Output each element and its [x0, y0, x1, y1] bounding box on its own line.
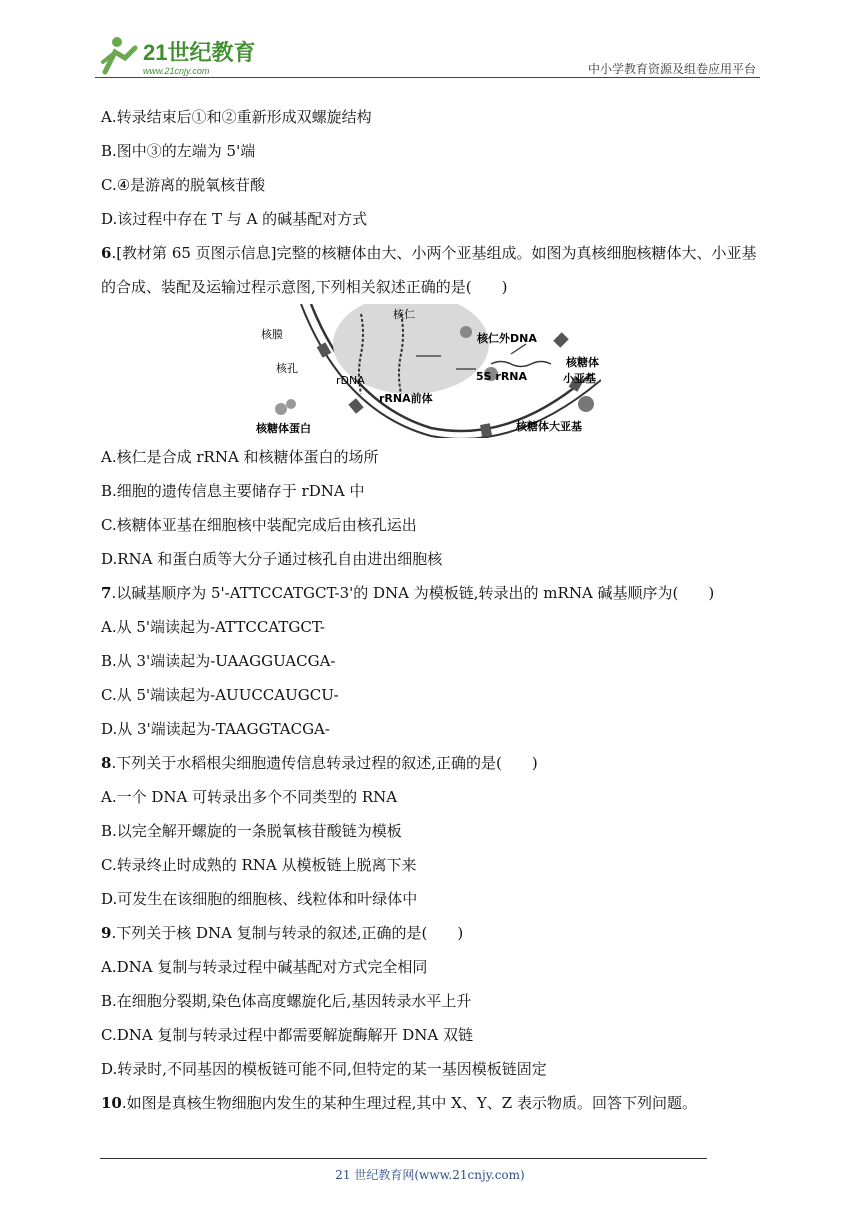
q9-stem — [101, 916, 771, 950]
q8-stem — [101, 746, 771, 780]
label-protein: 核糖体蛋白 — [256, 422, 311, 435]
ribosome-diagram — [251, 304, 601, 438]
q6-number: 6 — [101, 244, 112, 262]
site-logo — [95, 32, 265, 80]
logo-url: www.21cnjy.com — [143, 66, 210, 76]
q8-option-a: A.一个 DNA 可转录出多个不同类型的 RNA — [101, 788, 398, 806]
q6-option-d: D.RNA 和蛋白质等大分子通过核孔自由进出细胞核 — [101, 550, 443, 568]
q9-text: .下列关于核 DNA 复制与转录的叙述,正确的是( ) — [111, 924, 464, 942]
platform-name: 中小学教育资源及组卷应用平台 — [587, 62, 756, 76]
q10-text: .如图是真核生物细胞内发生的某种生理过程,其中 X、Y、Z 表示物质。回答下列问题。 — [121, 1094, 697, 1112]
label-extra-dna: 核仁外DNA — [477, 332, 537, 345]
q6-option-a: A.核仁是合成 rRNA 和核糖体蛋白的场所 — [101, 448, 379, 466]
q6-option-b: B.细胞的遗传信息主要储存于 rDNA 中 — [101, 482, 365, 500]
footer-divider — [100, 1158, 707, 1159]
q8-text: .下列关于水稻根尖细胞遗传信息转录过程的叙述,正确的是( ) — [111, 754, 538, 772]
q6-stem — [101, 236, 771, 304]
q7-option-a: A.从 5'端读起为-ATTCCATGCT- — [101, 618, 325, 636]
label-membrane: 核膜 — [261, 328, 283, 341]
logo-text: 21世纪教育 — [143, 40, 256, 65]
q5-option-a: A.转录结束后①和②重新形成双螺旋结构 — [101, 108, 372, 126]
q7-option-d: D.从 3'端读起为-TAAGGTACGA- — [101, 720, 330, 738]
q9-option-c: C.DNA 复制与转录过程中都需要解旋酶解开 DNA 双链 — [101, 1026, 473, 1044]
label-small-subunit-1: 核糖体 — [566, 356, 599, 369]
q8-option-c: C.转录终止时成熟的 RNA 从模板链上脱离下来 — [101, 856, 417, 874]
page-content — [101, 100, 771, 1120]
q7-number: 7 — [101, 584, 112, 602]
q7-option-c: C.从 5'端读起为-AUUCCAUGCU- — [101, 686, 339, 704]
q8-number: 8 — [101, 754, 112, 772]
label-pore: 核孔 — [276, 362, 298, 375]
label-precursor: rRNA前体 — [379, 392, 433, 405]
page-footer: 21 世纪教育网(www.21cnjy.com) — [335, 1168, 525, 1182]
label-small-subunit-2: 小亚基 — [563, 372, 596, 385]
label-large-subunit: 核糖体大亚基 — [516, 420, 582, 433]
q10-stem — [101, 1086, 771, 1120]
label-5s-rrna: 5S rRNA — [476, 370, 528, 383]
q7-option-b: B.从 3'端读起为-UAAGGUACGA- — [101, 652, 336, 670]
q7-stem — [101, 576, 771, 610]
q9-option-a: A.DNA 复制与转录过程中碱基配对方式完全相同 — [101, 958, 428, 976]
q6-text: .[教材第 65 页图示信息]完整的核糖体由大、小两个亚基组成。如图为真核细胞核糖体大、小亚基的合成、装配及运输过程示意图,下列相关叙述正确的是( ) — [101, 244, 757, 296]
q6-option-c: C.核糖体亚基在细胞核中装配完成后由核孔运出 — [101, 516, 417, 534]
q9-number: 9 — [101, 924, 112, 942]
page-header — [0, 0, 860, 80]
q10-number: 10 — [101, 1094, 122, 1112]
q7-text: .以碱基顺序为 5'-ATTCCATGCT-3'的 DNA 为模板链,转录出的 mRNA 碱基顺序为( ) — [111, 584, 715, 602]
label-nucleolus: 核仁 — [393, 308, 415, 321]
q5-option-b: B.图中③的左端为 5'端 — [101, 142, 256, 160]
q8-option-b: B.以完全解开螺旋的一条脱氧核苷酸链为模板 — [101, 822, 402, 840]
q5-option-c: C.④是游离的脱氧核苷酸 — [101, 176, 266, 194]
q9-option-b: B.在细胞分裂期,染色体高度螺旋化后,基因转录水平上升 — [101, 992, 472, 1010]
ribosome-figure — [101, 304, 771, 440]
q8-option-d: D.可发生在该细胞的细胞核、线粒体和叶绿体中 — [101, 890, 418, 908]
q9-option-d: D.转录时,不同基因的模板链可能不同,但特定的某一基因模板链固定 — [101, 1060, 547, 1078]
q5-option-d: D.该过程中存在 T 与 A 的碱基配对方式 — [101, 210, 368, 228]
label-rdna: rDNA — [336, 374, 365, 387]
header-divider — [95, 77, 760, 78]
